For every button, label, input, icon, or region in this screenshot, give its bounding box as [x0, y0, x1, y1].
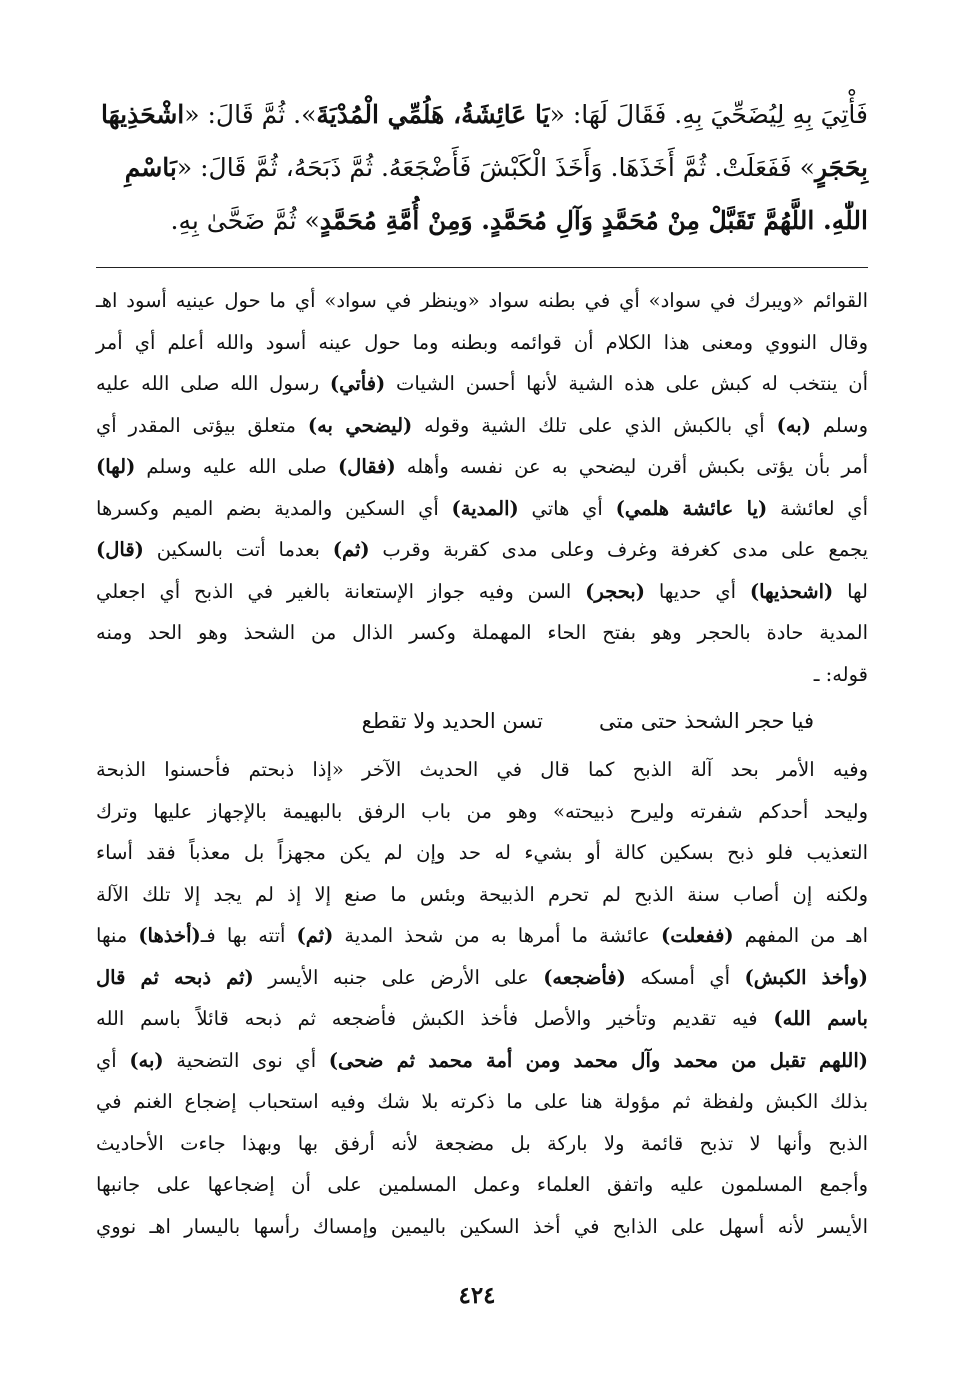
- bold-term: (فقال): [337, 455, 396, 478]
- hadith-bold-segment: اللّٰهِ. اللَّهُمَّ تَقَبَّلْ مِنْ مُحَمَّدٍ وَآلِ مُحَمَّدٍ. وَمِنْ أُمَّةِ مُحَمَّدٍ: [319, 206, 868, 235]
- commentary-line: قوله: ـ: [813, 662, 868, 686]
- hadith-segment: » فَفَعَلَتْ. ثُمَّ أَخَذَهَا. وَأَخَذَ الْكَبْشَ فَأَضْجَعَهُ. ثُمَّ ذَبَحَهُ، ثُمَّ قَالَ: «: [176, 153, 815, 182]
- commentary-line: وفيه الأمر بحد آلة الذبح كما قال في الحديث الآخر «إذا ذبحتم فأحسنوا الذبحة: [96, 758, 868, 781]
- text-segment: أي أمسكه: [625, 965, 745, 989]
- bold-term: (لها): [96, 455, 136, 478]
- bold-term: (يا عائشة هلمي): [615, 496, 768, 520]
- hadith-line: [96, 88, 868, 141]
- bold-term: (فأتي): [329, 372, 386, 395]
- hadith-bold-segment: اشْحَذِيهَا: [101, 100, 185, 129]
- commentary-line: [96, 998, 868, 1040]
- page-number: ٤٢٤: [458, 1282, 496, 1309]
- bold-term: (ليضحي به): [307, 413, 413, 437]
- bold-term: (اللهم تقبل من محمد وآل محمد ومن أمة محمد ثم ضحى): [328, 1048, 868, 1072]
- text-segment: اهـ من المفهم: [733, 924, 869, 947]
- commentary-line: [96, 529, 868, 571]
- text-segment: أي بالكبش الذي على تلك الشية وقوله: [412, 413, 777, 437]
- text-segment: لها: [833, 579, 868, 603]
- bold-term: (ثم): [332, 538, 370, 561]
- text-segment: أي السكين والمدية بضم الميم وكسرها: [96, 496, 452, 520]
- commentary-line: التعذيب فلو ذبح بسكين كالة أو بشيء له حد وإن لم يكن مجهزاً بل معذباً فقد أساء: [96, 841, 868, 864]
- text-segment: أي حديها: [644, 579, 750, 603]
- commentary-line: الذبح وأنها لا تذبح قائمة ولا باركة بل مضجعة لأنه أرفق بها وبهذا جاءت الأحاديث: [96, 1131, 868, 1155]
- text-segment: منها: [96, 924, 139, 947]
- commentary-line: الأيسر لأنه أسهل على الذابح في أخذ السكين باليمين وإمساك رأسها باليسار اهـ نووي: [96, 1214, 868, 1238]
- bold-term: (ثم): [296, 924, 334, 947]
- bold-term: (بحجر): [585, 579, 645, 603]
- text-segment: أتته بها فـ: [200, 924, 297, 947]
- verse-first-hemistich: فيا حجر الشحذ حتى متى: [598, 709, 814, 733]
- text-segment: متعلق بيؤتى المقدر أي: [96, 413, 308, 437]
- text-segment: عائشة ما أمرها به من شحذ المدية: [333, 924, 661, 947]
- text-segment: صلى الله عليه وسلم: [135, 455, 338, 478]
- verse-second-hemistich: تسن الحديد ولا تقطع: [361, 709, 543, 733]
- bold-term: (ثم ذبحه ثم قال: [96, 965, 254, 989]
- commentary-line: القوائم «ويبرك في سواد» أي في بطنه سواد «وينظر في سواد» أي ما حول عينيه أسود اهـ: [96, 289, 868, 312]
- bold-term: (المدية): [451, 496, 519, 520]
- footnote-separator: [96, 267, 868, 268]
- commentary-line: [96, 363, 868, 405]
- commentary-line: [96, 915, 868, 957]
- commentary-line: [96, 405, 868, 447]
- text-segment: السن وفيه جواز الإستعانة بالغير في الذبح أي اجعلي: [96, 579, 586, 603]
- commentary-line: بذلك الكبش ولفظة ثم مؤولة هنا على ما ذكرته بلا شك وفيه استحباب إضجاع الغنم في: [96, 1090, 868, 1113]
- bold-term: باسم الله): [773, 1007, 868, 1030]
- commentary-line: وقال النووي ومعنى هذا الكلام أن قوائمه وبطنه وما حول عينه أسود والله أعلم أي أمر: [96, 330, 868, 354]
- commentary-line: المدية حادة بالحجر وهو بفتح الحاء المهملة وكسر الذال من الشحذ وهو الحد ومنه: [96, 621, 868, 644]
- text-segment: فيه تقديم وتأخير والأصل فأخذ الكبش فأضجعه ثم ذبحه قائلاً باسم الله: [96, 1007, 774, 1030]
- commentary-line: وليحد أحدكم شفرته وليرح ذبيحته» وهو من باب الرفق بالبهيمة بالإجهاز عليها وترك: [96, 799, 868, 823]
- text-segment: أمر بأن يؤتى بكبش أقرن ليضحي به عن نفسه وأهله: [395, 455, 868, 478]
- commentary-line: [96, 957, 868, 999]
- text-segment: أي: [96, 1048, 130, 1072]
- hadith-segment: فَأْتِيَ بِهِ لِيُضَحِّيَ بِهِ. فَقَالَ لَهَا: «: [549, 100, 868, 129]
- text-segment: على الأرض على جنبه الأيسر: [253, 965, 544, 989]
- bold-term: (أخذها): [138, 924, 201, 947]
- text-segment: أن ينتخب له كبش على هذه الشية لأنها أحسن الشيات: [385, 372, 868, 395]
- commentary-line: [96, 1040, 868, 1082]
- text-segment: أي هاتي: [518, 496, 616, 520]
- hadith-bold-segment: يَا عَائِشَةُ، هَلُمِّي الْمُدْيَةَ: [316, 100, 550, 129]
- bold-term: (قال): [96, 538, 144, 561]
- hadith-text: [96, 88, 868, 247]
- hadith-line: [96, 194, 868, 247]
- bold-term: (فأضجعه): [543, 965, 626, 989]
- text-segment: بعدما أتت بالسكين: [143, 538, 333, 561]
- bold-term: (به): [129, 1048, 164, 1072]
- commentary-line: ولكنه إن أصاب سنة الذبح لم تحرم الذبيحة وبئس ما صنع إلا إذ لم يجد إلا تلك الآلة: [96, 882, 868, 906]
- text-segment: يجمع على مدى كغرفة وغرف وعلى مدى كقربة وقرب: [369, 538, 868, 561]
- hadith-bold-segment: بِحَجَرٍ: [814, 153, 868, 182]
- hadith-segment: » ثُمَّ ضَحَّىٰ بِهِ.: [170, 206, 320, 235]
- commentary-line: وأجمع المسلمون عليه واتفق العلماء وعمل المسلمين على أن إضجاعها على جانبها: [96, 1173, 868, 1196]
- commentary-text: [96, 280, 868, 1247]
- commentary-line: [96, 571, 868, 613]
- bold-term: (اشحذيها): [749, 579, 834, 603]
- text-segment: أي نوى التضحية: [163, 1048, 329, 1072]
- bold-term: (به): [776, 413, 811, 437]
- poetry-verse: [96, 699, 868, 743]
- text-segment: أي لعائشة: [767, 496, 868, 520]
- commentary-line: [96, 488, 868, 530]
- commentary-line: [96, 446, 868, 488]
- bold-term: (ففعلت): [661, 924, 734, 947]
- hadith-segment: ». ثُمَّ قَالَ: «: [184, 100, 317, 129]
- hadith-bold-segment: بَاسْمِ: [124, 153, 177, 182]
- text-segment: وسلم: [810, 413, 869, 437]
- bold-term: (وأخذ الكبش): [744, 965, 868, 989]
- text-segment: رسول الله صلى الله عليه: [96, 372, 330, 395]
- hadith-line: [96, 141, 868, 194]
